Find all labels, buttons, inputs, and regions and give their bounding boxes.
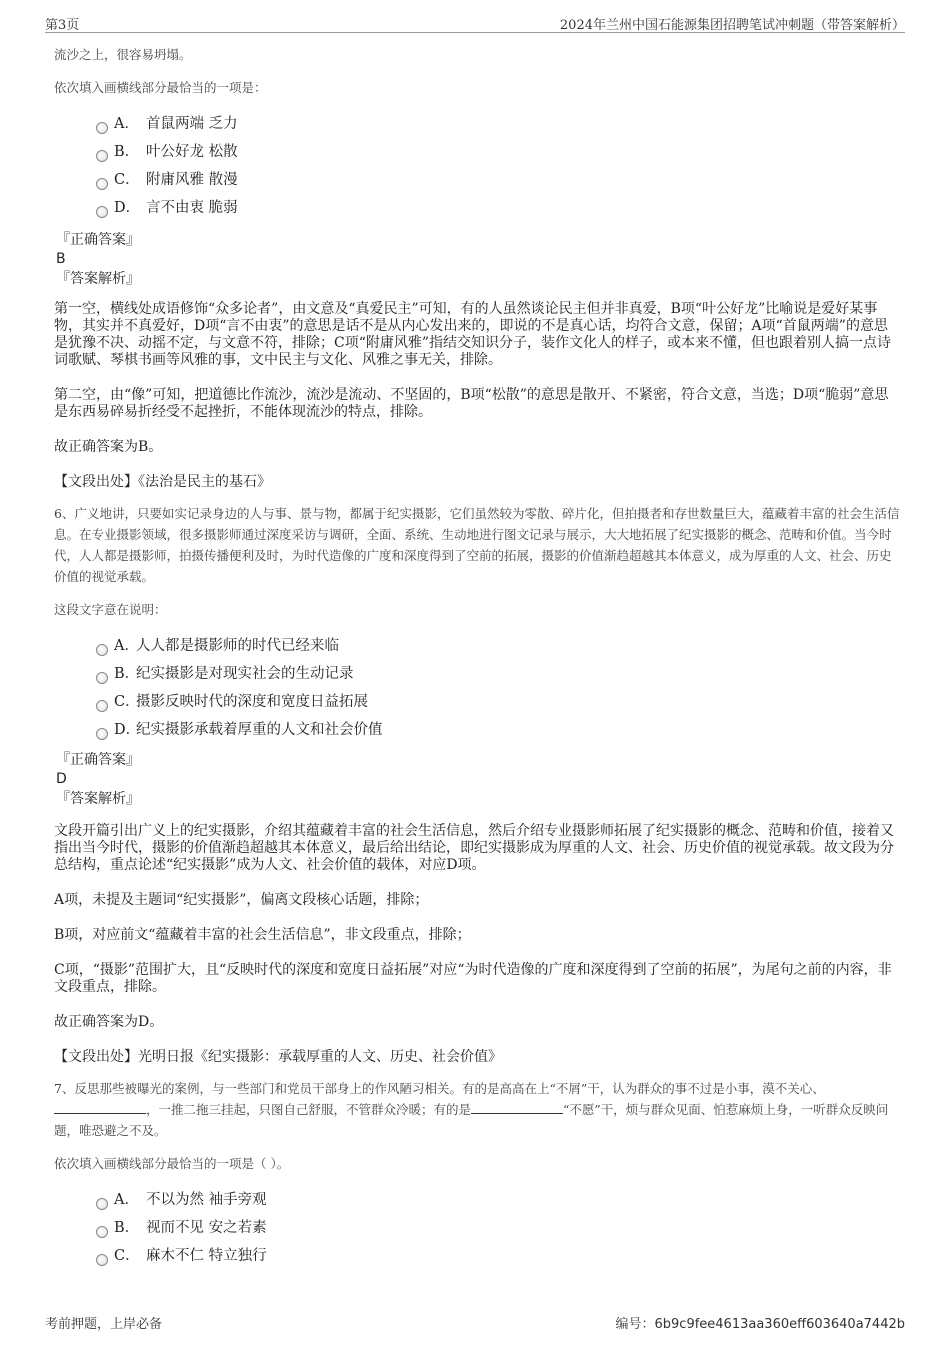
radio-icon[interactable] [96, 178, 108, 190]
q6-analysis-label: 『答案解析』 [56, 791, 140, 807]
q7-stem: 7、反思那些被曝光的案例，与一些部门和党员干部身上的作风陋习相关。有的是高高在上“不屑”干，认为群众的事不过是小事，漠不关心、，一推二拖三挂起，只图自己舒服，不管群众冷暖；有的是 “不愿”干，烦与群众见面、怕惹麻烦上身，一听群众反映问题，唯恐避之不及。 [54, 1081, 889, 1138]
document-title: 2024年兰州中国石能源集团招聘笔试冲刺题（带答案解析） [559, 18, 905, 33]
q5-prompt: 依次填入画横线部分最恰当的一项是： [54, 80, 267, 95]
q5-options [54, 110, 900, 222]
document-id: 编号：6b9c9fee4613aa360eff603640a7442b [615, 1317, 905, 1332]
q7-option-a[interactable]: A． 不以为然 袖手旁观 [54, 1186, 900, 1214]
q6-analysis-2: A项，未提及主题词“纪实摄影”，偏离文段核心话题，排除； [54, 892, 429, 908]
q6-options [54, 632, 900, 744]
q5-analysis-label: 『答案解析』 [56, 271, 140, 287]
q6-source: 【文段出处】光明日报《纪实摄影：承载厚重的人文、历史、社会价值》 [54, 1049, 502, 1065]
q5-option-b[interactable]: B． 叶公好龙 松散 [54, 138, 900, 166]
radio-icon[interactable] [96, 700, 108, 712]
page-number: 第3页 [45, 18, 80, 33]
q6-answer-label: 『正确答案』 [56, 752, 140, 768]
radio-icon[interactable] [96, 1198, 108, 1210]
radio-icon[interactable] [96, 122, 108, 134]
q7-options [54, 1186, 900, 1270]
q6-prompt: 这段文字意在说明： [54, 602, 167, 617]
q6-analysis-1: 文段开篇引出广义上的纪实摄影，介绍其蕴藏着丰富的社会生活信息，然后介绍专业摄影师拓展了纪实摄影的概念、范畴和价值，接着又指出当今时代，摄影的价值渐趋超越其本体意义，最后给出结论，即纪实摄影成为厚重的人文、社会、历史价值的视觉承载。故文段为分总结构，重点论述“纪实摄影”成为人文、社会价值的载体，对应D项。 [54, 823, 894, 873]
footer-slogan: 考前押题，上岸必备 [45, 1317, 163, 1332]
radio-icon[interactable] [96, 1226, 108, 1238]
q6-option-c[interactable]: C．摄影反映时代的深度和宽度日益拓展 [54, 688, 900, 716]
q5-analysis-1: 第一空，横线处成语修饰“众多论者”，由文意及“真爱民主”可知，有的人虽然谈论民主但并非真爱，B项“叶公好龙”比喻说是爱好某事物，其实并不真爱好，D项“言不由衷”的意思是话不是从内心发出来的，即说的不是真心话，均符合文意，保留；A项“首鼠两端”的意思是犹豫不决、动摇不定，与文意不符，排除；C项“附庸风雅”指结交知识分子，装作文化人的样子，或本来不懂，但也跟着别人搞一点诗词歌赋、琴棋书画等风雅的事，文中民主与文化、风雅之事无关，排除。 [54, 301, 892, 368]
q5-analysis-2: 第二空，由“像”可知，把道德比作流沙，流沙是流动、不坚固的，B项“松散”的意思是散开、不紧密，符合文意，当选；D项“脆弱”意思是东西易碎易折经受不起挫折，不能体现流沙的特点，排除。 [54, 387, 889, 420]
q6-stem: 6、广义地讲，只要如实记录身边的人与事、景与物，都属于纪实摄影，它们虽然较为零散、碎片化，但拍摄者和存世数量巨大，蕴藏着丰富的社会生活信息。在专业摄影领域，很多摄影师通过深度采访与调研，全面、系统、生动地进行图文记录与展示，大大地拓展了纪实摄影的概念、范畴和价值。当今时代，人人都是摄影师，拍摄传播便利及时，为时代造像的广度和深度得到了空前的拓展，摄影的价值渐趋超越其本体意义，成为厚重的人文、社会、历史价值的视觉承载。 [54, 506, 900, 584]
q5-source: 【文段出处】《法治是民主的基石》 [54, 474, 271, 490]
q5-option-d[interactable]: D． 言不由衷 脆弱 [54, 194, 900, 222]
q6-analysis-4: C项，“摄影”范围扩大，且“反映时代的深度和宽度日益拓展”对应“为时代造像的广度和深度得到了空前的拓展”，为尾句之前的内容，非文段重点，排除。 [54, 962, 892, 995]
q6-option-b[interactable]: B．纪实摄影是对现实社会的生动记录 [54, 660, 900, 688]
radio-icon[interactable] [96, 206, 108, 218]
fill-blank-1 [54, 1101, 146, 1114]
page-footer [45, 1313, 905, 1331]
fill-blank-2 [471, 1101, 563, 1114]
q5-option-a[interactable]: A． 首鼠两端 乏力 [54, 110, 900, 138]
q7-option-b[interactable]: B． 视而不见 安之若素 [54, 1214, 900, 1242]
q6-option-d[interactable]: D．纪实摄影承载着厚重的人文和社会价值 [54, 716, 900, 744]
q6-option-a[interactable]: A．人人都是摄影师的时代已经来临 [54, 632, 900, 660]
radio-icon[interactable] [96, 1254, 108, 1266]
radio-icon[interactable] [96, 150, 108, 162]
page-header [45, 12, 905, 33]
radio-icon[interactable] [96, 672, 108, 684]
radio-icon[interactable] [96, 644, 108, 656]
q6-analysis-5: 故正确答案为D。 [54, 1014, 164, 1030]
radio-icon[interactable] [96, 728, 108, 740]
q6-answer: D [56, 771, 67, 787]
page-content [54, 44, 900, 1270]
q6-analysis-3: B项，对应前文“蕴藏着丰富的社会生活信息”，非文段重点，排除； [54, 927, 471, 943]
q7-option-c[interactable]: C． 麻木不仁 特立独行 [54, 1242, 900, 1270]
q7-prompt: 依次填入画横线部分最恰当的一项是（ ）。 [54, 1156, 290, 1171]
q5-answer-label: 『正确答案』 [56, 232, 140, 248]
q5-option-c[interactable]: C． 附庸风雅 散漫 [54, 166, 900, 194]
q5-answer: B [56, 251, 66, 267]
q5-analysis-3: 故正确答案为B。 [54, 439, 163, 455]
q5-stem-tail: 流沙之上，很容易坍塌。 [54, 47, 192, 62]
